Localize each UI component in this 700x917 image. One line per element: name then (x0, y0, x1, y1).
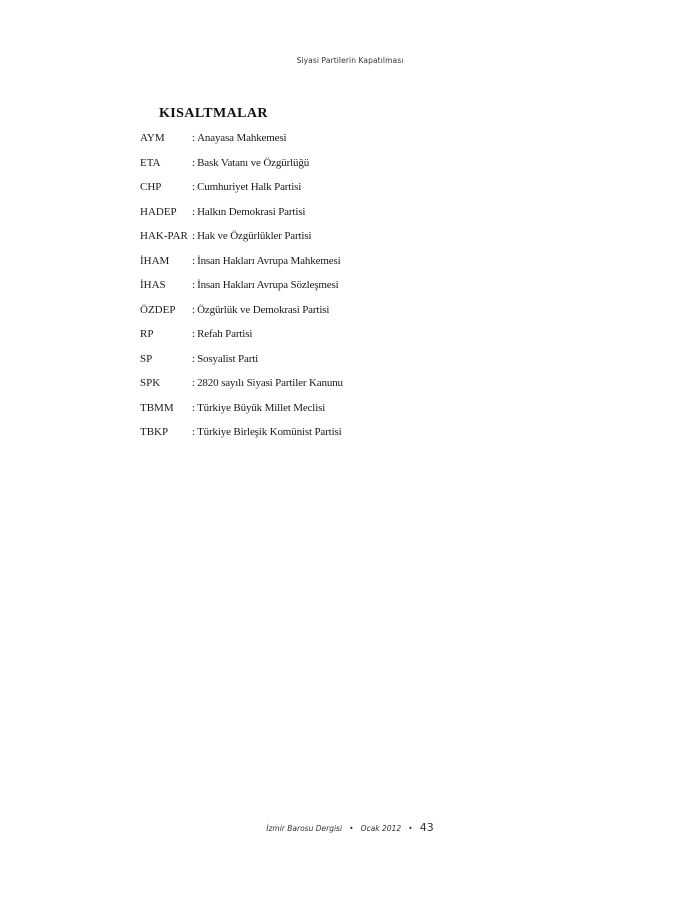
abbreviation-row (140, 279, 343, 304)
footer-issue-date: Ocak 2012 (360, 824, 402, 833)
abbreviation-code: AYM (140, 132, 165, 144)
abbreviation-separator: : (192, 279, 196, 291)
abbreviation-definition: Bask Vatanı ve Özgürlüğü (197, 156, 310, 169)
abbreviation-row (140, 206, 343, 231)
abbreviation-separator: : (192, 328, 196, 340)
abbreviation-separator: : (192, 230, 196, 242)
abbreviation-separator: : (192, 377, 196, 389)
abbreviation-row (140, 230, 343, 255)
abbreviation-row (140, 353, 343, 378)
abbreviation-code: ETA (140, 156, 161, 169)
footer-journal-name: İzmir Barosu Dergisi (266, 824, 343, 833)
abbreviation-code: RP (140, 328, 154, 340)
abbreviation-definition: Hak ve Özgürlükler Partisi (197, 230, 312, 242)
abbreviation-definition: 2820 sayılı Siyasi Partiler Kanunu (197, 377, 343, 389)
abbreviation-definition: Türkiye Büyük Millet Meclisi (197, 401, 326, 414)
abbreviation-code: TBKP (140, 426, 169, 438)
abbreviation-definition: Anayasa Mahkemesi (197, 132, 287, 144)
abbreviation-code: SPK (140, 377, 161, 389)
footer-bullet: • (408, 824, 413, 833)
abbreviation-definition: Sosyalist Parti (197, 352, 259, 365)
section-title: KISALTMALAR (159, 106, 268, 121)
abbreviation-code: ÖZDEP (140, 303, 176, 316)
abbreviation-definition: Özgürlük ve Demokrasi Partisi (197, 303, 330, 316)
abbreviation-row (140, 402, 343, 427)
abbreviation-code: HADEP (140, 205, 177, 218)
abbreviation-separator: : (192, 401, 196, 414)
abbreviation-separator: : (192, 132, 196, 144)
abbreviation-definition: Cumhuriyet Halk Partisi (197, 181, 302, 193)
abbreviation-definition: Refah Partisi (197, 328, 253, 340)
abbreviation-row (140, 304, 343, 329)
abbreviation-row (140, 157, 343, 182)
abbreviation-code: TBMM (140, 401, 174, 414)
abbreviation-row (140, 328, 343, 353)
abbreviation-separator: : (192, 352, 196, 365)
abbreviation-code: SP (140, 352, 153, 365)
abbreviation-definition: Türkiye Birleşik Komünist Partisi (197, 426, 342, 438)
abbreviation-row (140, 132, 343, 157)
abbreviation-row (140, 426, 343, 451)
abbreviation-separator: : (192, 181, 196, 193)
abbreviation-code: CHP (140, 181, 162, 193)
abbreviation-separator: : (192, 303, 196, 316)
abbreviation-separator: : (192, 156, 196, 169)
abbreviation-separator: : (192, 254, 196, 267)
page-footer (0, 816, 700, 835)
abbreviation-definition: İnsan Hakları Avrupa Mahkemesi (197, 254, 341, 267)
abbreviation-list (140, 132, 343, 451)
abbreviation-row (140, 255, 343, 280)
abbreviation-code: HAK-PAR (140, 230, 188, 242)
abbreviation-code: İHAS (140, 279, 166, 291)
abbreviation-definition: Halkın Demokrasi Partisi (197, 205, 306, 218)
abbreviation-code: İHAM (140, 254, 170, 267)
page-number: 43 (419, 821, 434, 834)
abbreviation-separator: : (192, 205, 196, 218)
abbreviation-row (140, 377, 343, 402)
footer-bullet: • (349, 824, 354, 833)
running-header: Siyasi Partilerin Kapatılması (296, 56, 404, 65)
abbreviation-separator: : (192, 426, 196, 438)
abbreviation-row (140, 181, 343, 206)
abbreviation-definition: İnsan Hakları Avrupa Sözleşmesi (197, 279, 339, 291)
